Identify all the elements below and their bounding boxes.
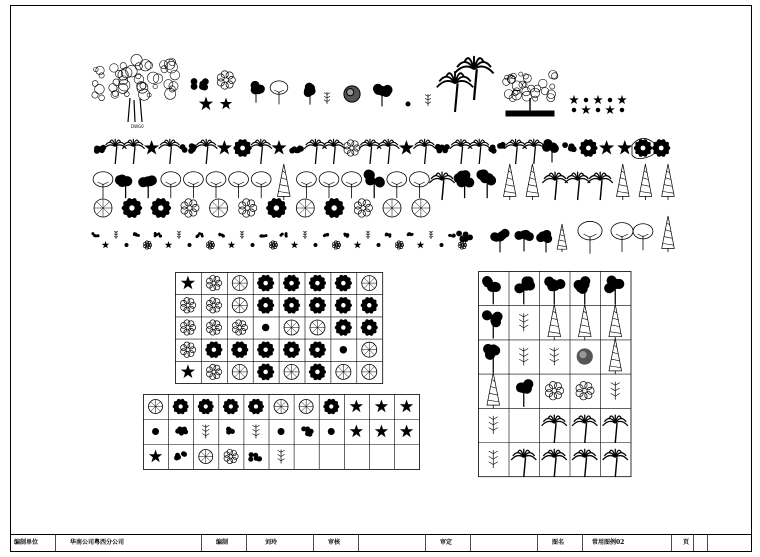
table-cell-symbol bbox=[548, 304, 561, 340]
table-cell-symbol bbox=[361, 319, 378, 335]
star-symbol bbox=[617, 140, 632, 155]
otree-symbol bbox=[319, 172, 339, 198]
small-plan-symbol bbox=[607, 107, 614, 113]
table-cell-symbol bbox=[578, 304, 591, 340]
small-symbol bbox=[323, 233, 329, 237]
table-cell-symbol bbox=[577, 348, 593, 364]
table-cell-symbol bbox=[400, 425, 413, 438]
table-cell-symbol bbox=[283, 297, 300, 313]
conifer-symbol bbox=[504, 164, 517, 200]
table-cell-symbol bbox=[511, 449, 536, 477]
tree-elevation-symbol bbox=[490, 229, 509, 253]
tree-elevation-symbol bbox=[611, 223, 633, 252]
elevation-symbol-table-c bbox=[478, 271, 631, 477]
table-cell-symbol bbox=[174, 451, 187, 460]
scale-note: DWG0 bbox=[131, 124, 144, 129]
otree-symbol bbox=[410, 172, 430, 198]
table-cell-symbol bbox=[550, 348, 559, 366]
table-cell-symbol bbox=[487, 373, 500, 409]
palm-symbol bbox=[523, 139, 545, 164]
small-plan-symbol bbox=[584, 98, 588, 102]
plan-symbol bbox=[296, 199, 314, 217]
small-symbol bbox=[343, 233, 349, 238]
conifer-symbol bbox=[662, 216, 675, 252]
table-cell-symbol bbox=[336, 364, 351, 379]
table-cell-symbol bbox=[262, 324, 270, 332]
table-cell-symbol bbox=[301, 426, 313, 436]
small-symbol bbox=[377, 243, 381, 247]
table-cell-symbol bbox=[149, 450, 162, 463]
table-cell-symbol bbox=[328, 428, 335, 435]
small-symbol bbox=[448, 234, 456, 238]
page-label: 页 bbox=[683, 539, 690, 546]
small-symbol bbox=[228, 241, 236, 248]
plandark-symbol bbox=[652, 139, 670, 157]
small-symbol bbox=[177, 231, 181, 239]
palm-symbol bbox=[468, 139, 490, 164]
table-cell-symbol bbox=[375, 425, 388, 438]
table-cell-symbol bbox=[350, 425, 363, 438]
star-symbol bbox=[399, 140, 414, 155]
small-symbol bbox=[366, 231, 370, 239]
table-cell-symbol bbox=[181, 276, 195, 290]
small-symbol bbox=[91, 232, 99, 237]
shrub-symbol bbox=[435, 144, 450, 154]
table-cell-symbol bbox=[232, 298, 247, 313]
small-plan-symbol bbox=[619, 97, 626, 103]
small-symbol bbox=[144, 241, 152, 249]
small-plan-symbol bbox=[596, 108, 600, 112]
table-cell-symbol bbox=[284, 364, 299, 379]
conifer-symbol bbox=[278, 164, 291, 200]
small-symbol bbox=[291, 241, 299, 248]
conifer-symbol bbox=[662, 164, 675, 200]
small-plan-symbol bbox=[583, 107, 590, 113]
small-plan-symbol bbox=[595, 97, 602, 103]
otree-symbol bbox=[184, 172, 204, 198]
palm-symbol bbox=[104, 139, 126, 164]
table-cell-symbol bbox=[224, 449, 238, 463]
table-cell-symbol bbox=[205, 341, 222, 357]
palm-symbol bbox=[322, 139, 344, 164]
table-cell-symbol bbox=[257, 275, 274, 291]
table-cell-symbol bbox=[310, 320, 325, 335]
small-symbol bbox=[385, 232, 392, 237]
tree-elevation-symbol bbox=[304, 83, 315, 104]
table-cell-symbol bbox=[226, 427, 235, 435]
table-cell-symbol bbox=[199, 450, 213, 464]
tree-symbol bbox=[364, 170, 385, 199]
small-plant-symbol bbox=[406, 102, 410, 106]
flower-plan-symbol bbox=[217, 71, 235, 89]
otree-symbol bbox=[93, 172, 113, 198]
palm-symbol bbox=[250, 139, 272, 164]
plan-symbol bbox=[383, 199, 401, 217]
palm-symbol bbox=[377, 139, 399, 164]
plandark-symbol bbox=[579, 139, 597, 157]
company-value: 华南公司粤西分公司 bbox=[70, 539, 125, 546]
small-symbol bbox=[259, 234, 267, 237]
small-plan-symbol bbox=[620, 108, 624, 112]
large-canopy-tree-symbol bbox=[92, 54, 180, 122]
table-cell-symbol bbox=[604, 276, 624, 305]
plandark-symbol bbox=[324, 198, 345, 218]
table-cell-symbol bbox=[207, 298, 222, 313]
table-cell-symbol bbox=[173, 399, 189, 414]
shrub-symbol bbox=[191, 79, 208, 90]
palm-symbol bbox=[195, 139, 217, 164]
table-cell-symbol bbox=[323, 399, 339, 414]
cloud-symbol bbox=[344, 140, 360, 156]
plandark-symbol bbox=[151, 198, 172, 218]
plan-symbol-table-a bbox=[175, 272, 383, 384]
otree-symbol bbox=[161, 172, 181, 198]
table-cell-symbol bbox=[572, 415, 597, 443]
table-cell-symbol bbox=[299, 400, 313, 414]
table-cell-symbol bbox=[609, 304, 622, 340]
table-cell-symbol bbox=[545, 381, 563, 399]
conifer-symbol bbox=[526, 164, 539, 200]
palm-symbol bbox=[159, 139, 181, 164]
table-cell-symbol bbox=[340, 346, 348, 354]
palm-symbol bbox=[504, 139, 526, 164]
table-cell-symbol bbox=[181, 342, 196, 357]
table-cell-symbol bbox=[542, 449, 567, 477]
star-symbol bbox=[271, 140, 286, 155]
small-symbol bbox=[125, 243, 129, 247]
name-label: 图名 bbox=[552, 539, 565, 546]
conifer-symbol bbox=[557, 224, 567, 252]
otree-symbol bbox=[342, 172, 362, 198]
tree-symbol bbox=[138, 175, 157, 198]
table-cell-symbol bbox=[309, 275, 326, 291]
cloud-symbol bbox=[239, 199, 257, 217]
table-cell-symbol bbox=[232, 364, 247, 379]
table-cell-symbol bbox=[309, 364, 326, 380]
drawn-value: 刘玲 bbox=[265, 539, 278, 546]
table-cell-symbol bbox=[609, 339, 622, 375]
table-cell-symbol bbox=[335, 275, 352, 291]
table-cell-symbol bbox=[257, 364, 274, 380]
otree-symbol bbox=[229, 172, 249, 198]
table-cell-symbol bbox=[231, 341, 248, 357]
tree-elevation-symbol bbox=[578, 221, 602, 253]
table-cell-symbol bbox=[152, 428, 159, 435]
table-cell-symbol bbox=[274, 400, 288, 414]
palm-symbol bbox=[450, 139, 472, 164]
tree-symbol bbox=[454, 170, 475, 198]
table-cell-symbol bbox=[603, 449, 628, 477]
conifer-symbol bbox=[639, 164, 652, 200]
table-cell-symbol bbox=[257, 341, 274, 357]
cloud-symbol bbox=[181, 199, 199, 217]
plan-symbol bbox=[94, 199, 112, 217]
table-cell-symbol bbox=[198, 399, 214, 414]
table-cell-symbol bbox=[483, 344, 500, 373]
table-cell-symbol bbox=[519, 348, 528, 366]
tree-elevation-symbol bbox=[514, 230, 533, 252]
tree-symbols-row-1 bbox=[92, 54, 625, 122]
table-cell-symbol bbox=[202, 425, 209, 439]
table-cell-symbol bbox=[482, 276, 501, 304]
table-cell-symbol bbox=[362, 276, 377, 291]
sprig-symbol bbox=[425, 94, 431, 106]
palm-symbol bbox=[565, 172, 590, 200]
table-cell-symbol bbox=[284, 320, 299, 335]
small-symbol bbox=[314, 243, 318, 247]
small-symbol bbox=[165, 241, 173, 248]
small-symbol bbox=[396, 241, 404, 249]
small-symbol bbox=[407, 232, 414, 236]
star-symbol bbox=[217, 140, 232, 155]
table-cell-symbol bbox=[309, 341, 326, 357]
table-cell-symbol bbox=[542, 415, 567, 443]
shrub-symbol bbox=[562, 142, 576, 152]
tree-symbol bbox=[542, 139, 559, 162]
table-cell-symbol bbox=[514, 276, 535, 304]
plandark-symbol bbox=[122, 198, 143, 218]
small-symbol bbox=[440, 243, 444, 247]
small-symbol bbox=[429, 231, 433, 239]
small-symbol bbox=[114, 231, 118, 239]
small-symbol bbox=[251, 243, 255, 247]
small-symbol bbox=[354, 241, 362, 248]
table-cell-symbol bbox=[207, 320, 222, 335]
palm-symbol bbox=[437, 72, 473, 112]
small-symbol bbox=[240, 231, 244, 239]
company-label: 编制单位 bbox=[14, 539, 39, 546]
tree-symbols-row-4 bbox=[94, 198, 430, 218]
table-cell-symbol bbox=[257, 297, 274, 313]
palm-symbol bbox=[122, 139, 144, 164]
table-cell-symbol bbox=[335, 319, 352, 335]
conifer-symbol bbox=[617, 164, 630, 200]
palm-symbol bbox=[429, 172, 454, 200]
review-label: 审核 bbox=[328, 539, 341, 546]
table-cell-symbol bbox=[207, 275, 222, 290]
cloud-symbol bbox=[354, 199, 372, 217]
tree-symbol bbox=[115, 174, 132, 198]
palm-symbol bbox=[588, 172, 613, 200]
drawn-label: 编制 bbox=[216, 539, 229, 546]
tree-elevation-symbol bbox=[251, 81, 264, 102]
small-symbol bbox=[102, 241, 110, 248]
table-cell-symbol bbox=[252, 425, 259, 439]
table-cell-symbol bbox=[181, 364, 195, 378]
palm-symbol bbox=[542, 172, 567, 200]
shrub-symbol bbox=[94, 145, 106, 154]
tree-symbols-row-3 bbox=[93, 164, 674, 200]
table-cell-symbol bbox=[516, 379, 533, 407]
small-plan-symbol bbox=[608, 98, 612, 102]
plan-symbol bbox=[210, 199, 228, 217]
small-symbol bbox=[133, 232, 140, 237]
small-symbol bbox=[218, 233, 225, 238]
small-symbol bbox=[459, 241, 467, 249]
dense-tree-symbol bbox=[344, 86, 360, 102]
table-cell-symbol bbox=[603, 415, 628, 443]
table-cell-symbol bbox=[544, 277, 565, 305]
table-cell-symbol bbox=[482, 310, 503, 338]
star-plan-symbol bbox=[200, 98, 211, 109]
shrub-symbol bbox=[180, 143, 197, 154]
table-cell-symbol bbox=[248, 399, 264, 414]
plandark-symbol bbox=[634, 139, 652, 157]
small-symbol bbox=[303, 231, 307, 239]
palm-symbol bbox=[304, 139, 326, 164]
flowering-tree-symbol bbox=[503, 70, 558, 116]
otree-symbol bbox=[297, 172, 317, 198]
star-symbol bbox=[144, 140, 159, 155]
small-symbol bbox=[188, 243, 192, 247]
small-symbol bbox=[154, 232, 162, 238]
small-symbol bbox=[207, 241, 215, 249]
plandark-symbol bbox=[266, 198, 287, 218]
tree-elevation-symbol bbox=[633, 224, 653, 250]
otree-symbol bbox=[206, 172, 226, 198]
table-cell-symbol bbox=[335, 297, 352, 313]
plandark-symbol bbox=[233, 139, 251, 157]
otree-symbol bbox=[387, 172, 407, 198]
palm-symbol bbox=[413, 139, 435, 164]
table-cell-symbol bbox=[181, 320, 196, 335]
palm-symbol bbox=[359, 139, 381, 164]
table-cell-symbol bbox=[375, 400, 388, 413]
tree-symbol bbox=[476, 169, 496, 198]
table-cell-symbol bbox=[489, 416, 498, 434]
shrub-symbol bbox=[488, 142, 505, 154]
approve-label: 审定 bbox=[440, 539, 453, 546]
table-cell-symbol bbox=[362, 364, 377, 379]
small-symbol bbox=[195, 232, 203, 238]
star-plan-symbol bbox=[221, 99, 231, 108]
small-symbol bbox=[270, 241, 278, 249]
small-symbol bbox=[280, 232, 288, 238]
table-cell-symbol bbox=[232, 320, 247, 335]
table-cell-symbol bbox=[278, 450, 285, 464]
table-cell-symbol bbox=[519, 313, 528, 331]
small-symbol bbox=[333, 241, 341, 249]
table-cell-symbol bbox=[400, 400, 413, 413]
tree-symbols-row-5 bbox=[91, 216, 674, 254]
tree-elevation-symbol bbox=[270, 81, 288, 105]
star-symbol bbox=[599, 140, 614, 155]
table-cell-symbol bbox=[278, 428, 285, 435]
small-plan-symbol bbox=[572, 108, 576, 112]
table-cell-symbol bbox=[489, 450, 498, 468]
table-cell-symbol bbox=[576, 381, 594, 399]
table-cell-symbol bbox=[207, 364, 222, 379]
table-cell-symbol bbox=[361, 297, 378, 313]
table-cell-symbol bbox=[611, 382, 620, 400]
table-cell-symbol bbox=[572, 449, 597, 477]
tree-elevation-symbol bbox=[536, 230, 552, 253]
table-cell-symbol bbox=[232, 276, 247, 291]
plan-symbol bbox=[412, 199, 430, 217]
otree-symbol bbox=[251, 172, 271, 198]
table-cell-symbol bbox=[309, 297, 326, 313]
table-cell-symbol bbox=[248, 452, 262, 462]
table-cell-symbol bbox=[283, 275, 300, 291]
table-cell-symbol bbox=[223, 399, 239, 414]
table-cell-symbol bbox=[362, 342, 377, 357]
tree-elevation-symbol bbox=[373, 84, 392, 106]
name-value: 常用图例02 bbox=[592, 539, 625, 546]
table-cell-symbol bbox=[149, 400, 163, 414]
shrub-symbol bbox=[289, 145, 304, 153]
tree-symbols-row-2 bbox=[94, 138, 670, 164]
small-symbol bbox=[417, 241, 425, 248]
table-cell-symbol bbox=[574, 276, 591, 304]
plan-symbol-table-b bbox=[143, 394, 420, 470]
table-cell-symbol bbox=[283, 341, 300, 357]
small-plan-symbol bbox=[571, 97, 578, 103]
shrub-symbol bbox=[456, 231, 473, 242]
table-cell-symbol bbox=[175, 426, 188, 435]
table-cell-symbol bbox=[181, 298, 196, 313]
sprig-symbol bbox=[324, 92, 330, 104]
table-cell-symbol bbox=[350, 400, 363, 413]
